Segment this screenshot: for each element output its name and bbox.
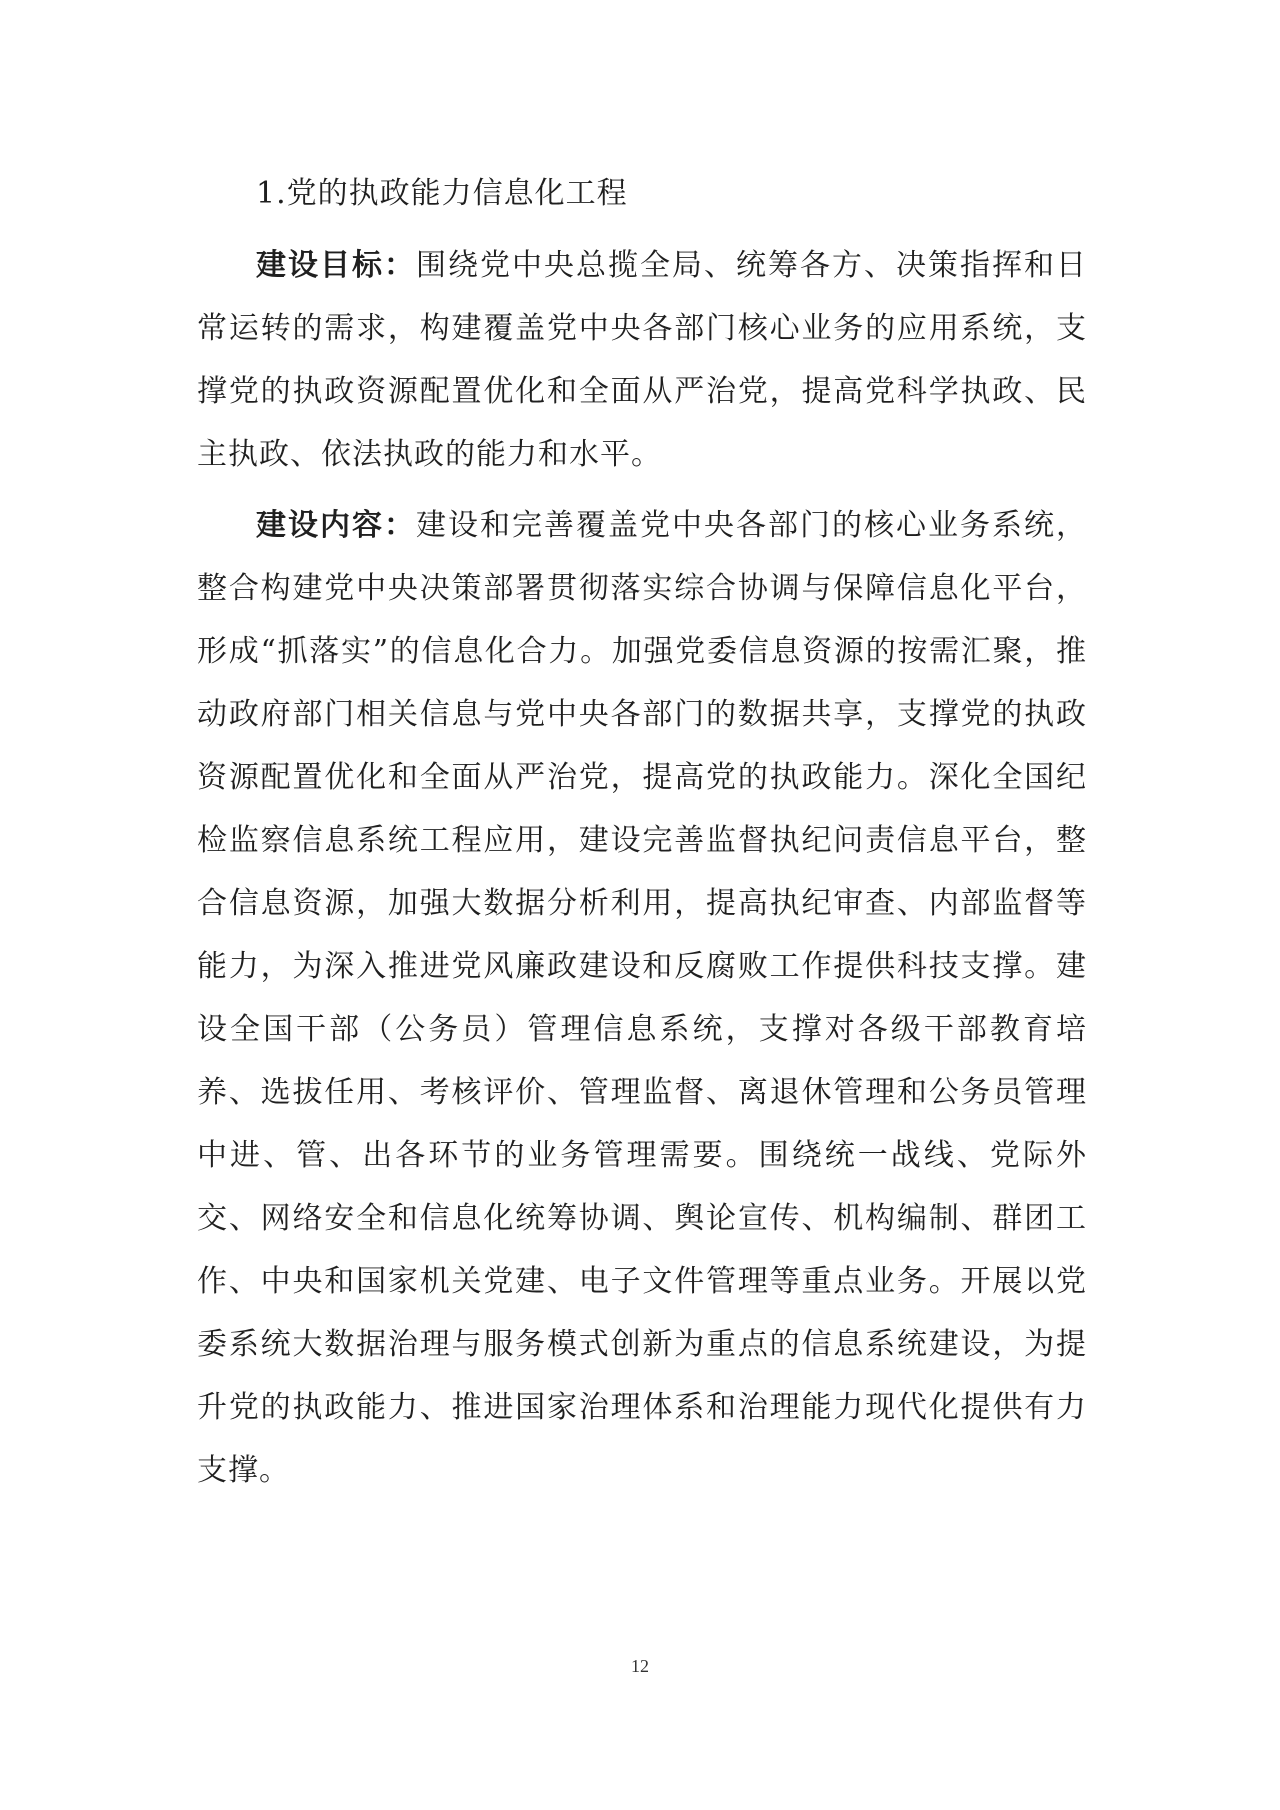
- section-heading: 1.党的执政能力信息化工程: [256, 176, 628, 211]
- document-body: [197, 168, 1087, 1502]
- goal-label: 建设目标：: [256, 248, 416, 283]
- goal-text: 围绕党中央总揽全局、统筹各方、决策指挥和日常运转的需求，构建覆盖党中央各部门核心业务的应用系统，支撑党的执政资源配置优化和全面从严治党，提高党科学执政、民主执政、依法执政的能力和水平。: [197, 248, 1087, 472]
- page-number: 12: [631, 1656, 649, 1676]
- content-label: 建设内容：: [256, 508, 416, 543]
- goal-paragraph: [197, 234, 1087, 486]
- content-text: 建设和完善覆盖党中央各部门的核心业务系统，整合构建党中央决策部署贯彻落实综合协调与保障信息化平台，形成“抓落实”的信息化合力。加强党委信息资源的按需汇聚，推动政府部门相关信息与党中央各部门的数据共享，支撑党的执政资源配置优化和全面从严治党，提高党的执政能力。深化全国纪检监察信息系统工程应用，建设完善监督执纪问责信息平台，整合信息资源，加强大数据分析利用，提高执纪审查、内部监督等能力，为深入推进党风廉政建设和反腐败工作提供科技支撑。建设全国干部（公务员）管理信息系统，支撑对各级干部教育培养、选拔任用、考核评价、管理监督、离退休管理和公务员管理中进、管、出各环节的业务管理需要。围绕统一战线、党际外交、网络安全和信息化统筹协调、舆论宣传、机构编制、群团工作、中央和国家机关党建、电子文件管理等重点业务。开展以党委系统大数据治理与服务模式创新为重点的信息系统建设，为提升党的执政能力、推进国家治理体系和治理能力现代化提供有力支撑。: [197, 508, 1087, 1488]
- content-paragraph: [197, 494, 1087, 1502]
